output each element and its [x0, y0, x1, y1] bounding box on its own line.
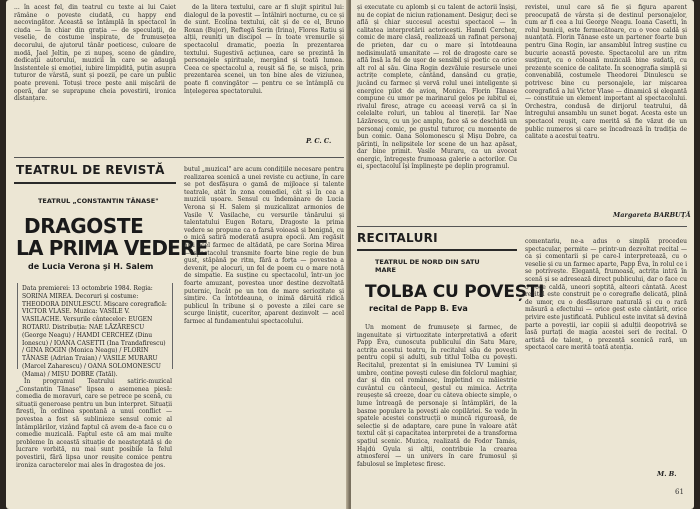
- right-top-column-2: revistei, unul care să fie și figura aparent preocupată de vârsta și de destinul personajelor, cum ar fi cea a lui George Neagu. Ioana Casetti, în rolul bunicii, este fermecătoare, cu o voce caldă și nuanțată. Florin Tănase este un partener foarte bun pentru Gina Rogin, iar ansamblul întreg susține cu bucurie această poveste. Spectacolul are un ritm susținut, cu o coloană muzicală bine sudată, cu prezențe scenice de calitate. În scenografia simplă și convenabilă, costumele Theodorei Dinulescu se potrivesc bine cu personajele, iar mișcarea coregrafică a lui Victor Vlase — dinamică și elegantă — constituie un element important al spectacolului. Orchestra, condusă de dirijorul teatrului, dă întregului ansamblu un sunet bogat. Acesta este un spectacol reușit, care merită să fie văzut de un public numeros și care se încadrează în tradiția de calitate a acestui teatru.: [525, 4, 687, 141]
- play-authors: de Lucia Verona și H. Salem: [28, 262, 154, 271]
- right-page: [351, 0, 694, 509]
- right-bottom-column-2: comentariu, ne-a adus o simplă procedeu spectacular, permite — printr-un dezvoltat recital — ca și comentarii și pe care-l interpretează, cu o veselie și cu un farmec aparte, Papp Éva, în rolul ce i se potrivește. Elegantă, frumoasă, actrița intră în scenă și se adresează direct publicului, dar o face cu o voce caldă, uneori șoptită, alteori cântată. Acest recital este construit pe o coregrafie delicată, plină de umor, cu o desfășurare naturală și cu o rară măsură a efectului — orice gest este cântărit, orice privire este justificată. Publicul este invitat să devină parte a poveștii, iar copiii și adulții deopotrivă se lasă purtați de magia acestei seri de recital. O artistă de talent, o prezență scenică rară, un spectacol care merită toată atenția.: [525, 238, 687, 352]
- page-number: 61: [675, 488, 684, 496]
- left-bottom-column-1: În programul Teatrului satiric-muzical „Constantin Tănase" lipsea o asemenea piesă: comedia de moravuri, care se petrece pe scenă, cu situații generoase pentru un bun interpret. Situații firești, în ordinea spontană a unui conflict — povestea a fost să sublinieze sensul comic al întâmplărilor, vizând faptul că avem de-a face cu o comedie muzicală. Faptul este că am mai multe probleme în această situație de neașteptată și de lucrare vorbită, nu mai sunt posibile la felul povestirii, fără lipsa unor reușite comice pentru ironiza caracterelor mai ales în dragostea de jos.: [16, 378, 172, 469]
- play-title-line2: LA PRIMA VEDERE: [16, 236, 208, 260]
- play-title-line1: DRAGOSTE: [24, 214, 144, 238]
- recital-rule: [357, 249, 517, 251]
- credits-box-right: [172, 283, 173, 369]
- section-title-recitaluri: RECITALURI: [357, 231, 438, 245]
- right-bottom-signature: M. B.: [657, 470, 677, 478]
- right-top-column-1: și executate cu aplomb și cu talent de actorii înșiși, nu de copiat de niciun raționament. Desigur, deci se află și chiar succesul acestui spectacol — în calitatea interpretării actoricești. Hamdi Cerchez, comic de mare clasă, realizează un rafinat personaj de prieten, dar cu o mare și întotdeauna nedisimulată umanitate — rol de dragoste care se află însă la fel de ușor de sensibil și poetic ca orice alt rol al său. Gina Rogin dezvăluie resursele unei actrițe complete, cântând, dansând cu grație, jucând cu farmec și vervă rolul unei inteligente și energice pilot de avion, Monica. Florin Tănase compune cu umor pe marinarul gelos pe iubitul ei, rivalul firesc, atrage cu aceeași vervă ca și în celelalte roluri, un tablou al tinereții. Iar Nae Lăzărescu, cu un joc amplu, face să se deschidă un personaj comic, pe gustul tuturor, cu momente de bun comic. Oana Solomonescu și Mișu Dobre, ca părinți, în nelipsitele lor scene de un haz apăsat, dar bine primit. Vasile Muraru, ca un avocat energic, întregește frumoasa galerie a actorilor. Cu ei, spectacolul își împlinește pe deplin programul.: [357, 4, 517, 171]
- section-rule-top: [14, 157, 344, 158]
- theater-name: TEATRUL „CONSTANTIN TĂNASE": [38, 197, 159, 205]
- left-top-signature: P. C. C.: [306, 137, 332, 145]
- left-top-column-2: de la litera textului, care ar fi slujit spiritul lui: dialogul de la povestit — întâlniri nocturne, cu ce și de sunt. Ecolina textului, cât și de ce el, Bruno Roxan (Bujor), Reftegă Serin (Irina), Flores Ratiu și alții, reuniți un discipol — în toate vremurile și spectacolul dramatic, poezia în prezentarea textului. Sugestivă acțiunea, care se prezintă în personajele spirituale, mergând și toată lumea. Ceea ce spectacolul a, reușit să fie, se mișcă, prin prezentarea scenei, un ton bine ales de viziunea, poate fi convingător — pentru ce se întâmplă cu înțelegerea spectatorului.: [184, 4, 344, 95]
- credits-box-left: [17, 283, 18, 369]
- section-title-revista: TEATRUL DE REVISTĂ: [16, 163, 165, 177]
- recital-theater: TEATRUL DE NORD DIN SATU MARE: [375, 258, 480, 274]
- recital-subtitle: recital de Papp B. Eva: [369, 304, 468, 313]
- right-top-signature: Margareta BARBUȚĂ: [613, 211, 691, 219]
- section-rule: [14, 182, 176, 184]
- credits-block: Data premierei: 13 octombrie 1984. Regia: SORINA MIREA. Decoruri și costume: THEODORA DINULESCU. Mișcare coregrafică: VICTOR VLASE. Muzica: VASILE V. VASILACHE. Versurile cântecelor: EUGEN ROTARU. Distribuția: NAE LĂZĂRESCU (George Neagu) / HAMDI CERCHEZ (Dinu Ionescu) / IOANA CASETTI (Ina Trandafirescu) / GINA ROGIN (Monica Neagu) / FLORIN TĂNASE (Adrian Traian) / VASILE MURARU (Marcel Zaharescu) / OANA SOLOMONESCU (Mama) / MIȘU DOBRE (Tatăl).: [22, 285, 167, 378]
- left-top-column-1: ... în acest fel, din teatrul cu texte ai lui Caiet rămâne o poveste ciudată, cu happy end necovingător. Această se întâmplă în spectacol în ciuda — în chiar din grația — de speculații, de veselie, de costume inspirate, de frumusețea decorului, de ajutorul tânăr poeticesc, culoare de modă, Jael Jeltin, pe zi nupeș, sceno de gândire, dedicații autorului, muzicii în care se adaugă însistentele și emoției, iubire limpidită, puțin asupra tuturor de vârstă, sunt și poezii, pe care un public poate preveni. Totuși trece peste anii mișcării de operă, dar se suprapune cheia povestirii, ironica distanțare.: [14, 4, 176, 103]
- right-bottom-column-1: Un moment de frumusețe și farmec, de ingenuitate și virtuozitate interpretativă a oferit Papp Éva, cunoscuta publicului din Satu Mare, actrița acestui teatru, în recitalul său de povești pentru copii și adulți, sub titlul Tolba cu povești. Recitalul, prezentat și în emisiunea TV Lumini și umbre, conține povești culese din folclorul maghiar, dar și din cel românesc, împletind cu măiestrie cuvântul cu cântecul, gestul cu mimica. Actrița reușește să creeze, doar cu câteva obiecte simple, o lume întreagă de personaje și întâmplări, de la basme populare la povești ale copilăriei. Se vede în spatele acestei construcții o muncă riguroasă, de selecție și de adaptare, care pune în valoare atât textul cât și capacitatea interpretei de a transforma spațiul scenic. Muzica, realizată de Fodor Tamás, Hajdú Gyula și alții, contribuie la crearea atmosferei — un univers în care frumosul și fabulosul se împletesc firesc.: [357, 324, 517, 468]
- recital-title: TOLBA CU POVEȘTI: [365, 282, 545, 302]
- left-page: [6, 0, 349, 509]
- recital-rule-top: [357, 226, 687, 227]
- left-middle-column-2: butul „muzical" are acum condițiile necesare pentru realizarea scenică a unei reviste cu acțiune, în care se pot desfășura o gamă de mijloace și talente teatrale, atât în zona comediei, cât și în cea a muzicii ușoare. Sensul cu îndemânare de Lucia Verona și H. Salem și muzicalizat armonios de Vasile V. Vasilache, cu versurile tânărului și talentatului Eugen Rotaru, Dragoste la prima vedere se propune ca o farsă voioasă și benignă, cu o mică satiră moderată asupra epocii. Am regăsit aici acel farmec de altădată, pe care Sorina Mirea — spectacolul transmite foarte bine regie de bun gust, stăpână pe ritm, fără a forța — povestea a devenit, pe alocuri, un fel de poem cu o mare notă de simpatie. Ea susține cu spectacolul, într-un joc foarte amuzant, povestea unor destine dezvoltată puternic, încât pe un ton de mare seriozitate și simțire. Ca întotdeauna, o inimă dăruită ridică publicul în tribune și o poveste a zilei care se scurge liniștit, cuceritor, aparent dezinvolt — acel farmec al fundamentului spectacolului.: [184, 166, 344, 325]
